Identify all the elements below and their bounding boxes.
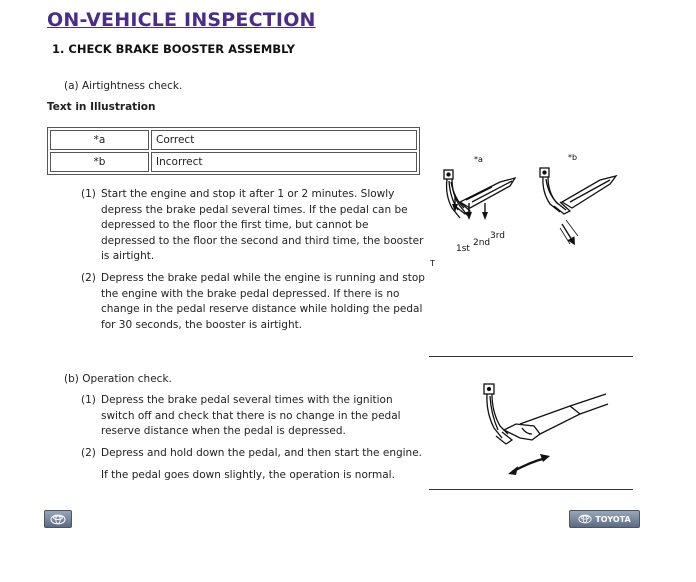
step-line: switch off and check that there is no change in the pedal <box>101 409 401 422</box>
step-number: (1) <box>81 188 96 200</box>
arrow-icon <box>560 220 578 247</box>
step-line: Depress and hold down the pedal, and then start the engine. <box>101 447 423 459</box>
airtightness-illustration <box>430 140 635 270</box>
step-line: depress the brake pedal several times. If the pedal can be <box>101 203 408 216</box>
section-heading: 1. CHECK BRAKE BOOSTER ASSEMBLY <box>52 42 295 56</box>
third-press-label: 3rd <box>490 231 505 241</box>
step-line: the engine with the brake pedal depressed. If there is no <box>101 287 400 300</box>
operation-step-1 <box>81 393 426 440</box>
airtightness-heading: (a) Airtightness check. <box>64 80 183 92</box>
illustration-heading: Text in Illustration <box>47 101 156 113</box>
legend-key: *b <box>50 152 149 172</box>
operation-heading: (b) Operation check. <box>64 373 172 385</box>
pedal-incorrect-figure <box>540 168 616 214</box>
operation-illustration <box>460 378 610 478</box>
step-number: (2) <box>81 272 96 284</box>
illustration-legend-table <box>47 127 420 175</box>
first-press-label: 1st <box>456 244 470 254</box>
legend-row <box>50 152 417 172</box>
second-press-label: 2nd <box>473 238 491 248</box>
step-number: (2) <box>81 447 96 459</box>
toyota-logo-icon <box>50 514 66 525</box>
step-line: is airtight. <box>101 250 155 262</box>
step-line: change in the pedal reserve distance while holding the pedal <box>101 303 423 315</box>
step-line: Depress the brake pedal several times with the ignition <box>101 394 393 406</box>
step-line: for 30 seconds, the booster is airtight. <box>101 318 303 331</box>
step-line: Depress the brake pedal while the engine is running and stop <box>101 272 425 284</box>
page-title: ON-VEHICLE INSPECTION <box>47 9 316 31</box>
step-number: (1) <box>81 394 96 406</box>
figure-divider <box>429 489 633 490</box>
legend-value: Incorrect <box>151 152 417 172</box>
operation-note: If the pedal goes down slightly, the operation is normal. <box>101 469 395 481</box>
toyota-label: TOYOTA <box>595 514 631 524</box>
toyota-home-button[interactable] <box>44 510 72 528</box>
pedal-foot-figure <box>484 384 608 444</box>
legend-value: Correct <box>151 130 417 150</box>
figure-label-a: *a <box>474 155 483 164</box>
step-line: depressed to the floor the first time, but cannot be <box>101 219 369 231</box>
toyota-brand-button[interactable] <box>569 510 640 528</box>
step-line: reserve distance when the pedal is depressed. <box>101 425 346 437</box>
legend-row <box>50 130 417 150</box>
operation-step-2 <box>81 446 426 462</box>
toyota-logo-icon <box>578 514 592 524</box>
step-line: Start the engine and stop it after 1 or 2 minutes. Slowly <box>101 188 395 200</box>
figure-divider <box>429 356 633 357</box>
double-arrow-icon <box>508 454 550 475</box>
figure-code: T <box>430 259 435 268</box>
airtightness-step-1 <box>81 187 426 265</box>
legend-key: *a <box>50 130 149 150</box>
airtightness-step-2 <box>81 271 426 333</box>
figure-label-b: *b <box>568 153 578 162</box>
step-line: depressed to the floor the second and third time, the booster <box>101 234 424 247</box>
